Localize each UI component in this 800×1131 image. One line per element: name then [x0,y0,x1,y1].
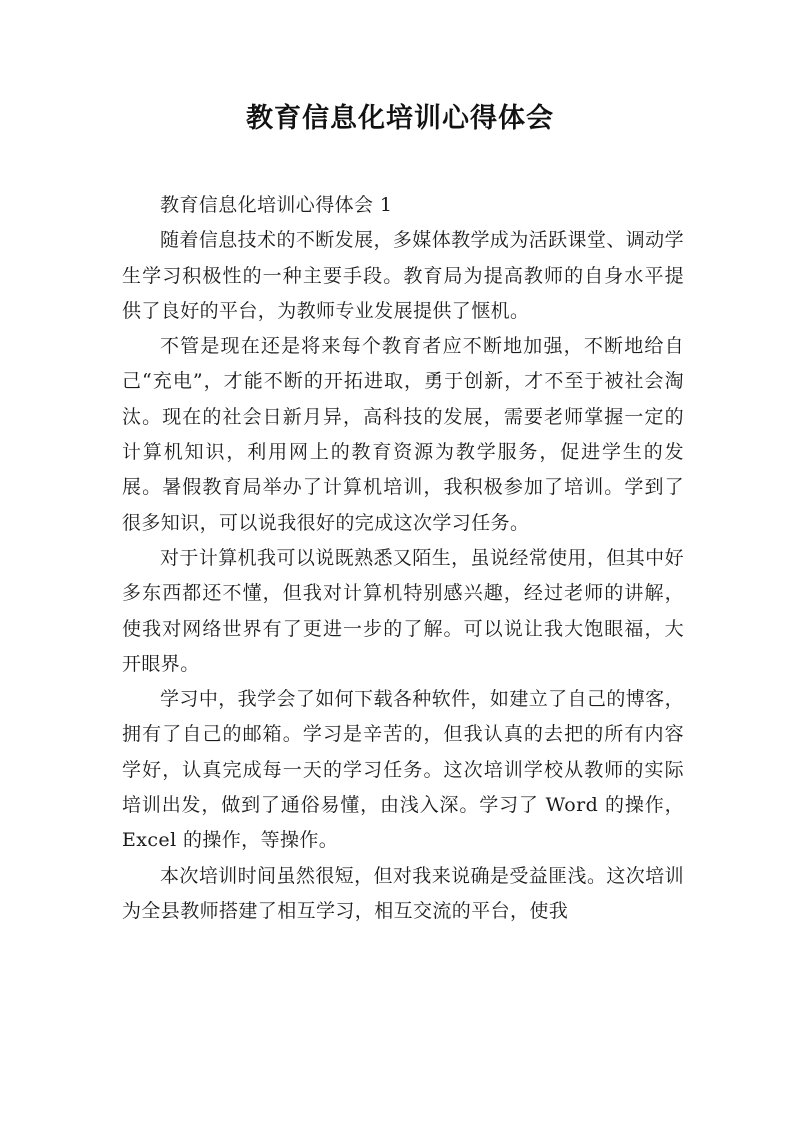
paragraph: 本次培训时间虽然很短，但对我来说确是受益匪浅。这次培训为全县教师搭建了相互学习，相互交流的平台，使我 [122,864,684,922]
document-title: 教育信息化培训心得体会 [246,103,554,134]
paragraph: 对于计算机我可以说既熟悉又陌生，虽说经常使用，但其中好多东西都还不懂，但我对计算机特别感兴趣，经过老师的讲解，使我对网络世界有了更进一步的了解。可以说让我大饱眼福，大开眼界。 [122,546,684,675]
document-body [122,188,684,929]
paragraph: 不管是现在还是将来每个教育者应不断地加强，不断地给自己“充电”，才能不断的开拓进取，勇于创新，才不至于被社会淘汰。现在的社会日新月异，高科技的发展，需要老师掌握一定的计算机知识，利用网上的教育资源为教学服务，促进学生的发展。暑假教育局举办了计算机培训，我积极参加了培训。学到了很多知识，可以说我很好的完成这次学习任务。 [122,335,684,534]
paragraph: 随着信息技术的不断发展，多媒体教学成为活跃课堂、调动学生学习积极性的一种主要手段。教育局为提高教师的自身水平提供了良好的平台，为教师专业发展提供了惬机。 [122,229,684,322]
paragraph-heading: 教育信息化培训心得体会 1 [160,194,393,216]
paragraph: 学习中，我学会了如何下载各种软件，如建立了自己的博客，拥有了自己的邮箱。学习是辛苦的，但我认真的去把的所有内容学好，认真完成每一天的学习任务。这次培训学校从教师的实际培训出发，做到了通俗易懂，由浅入深。学习了 Word 的操作，Excel 的操作，等操作。 [122,688,684,852]
